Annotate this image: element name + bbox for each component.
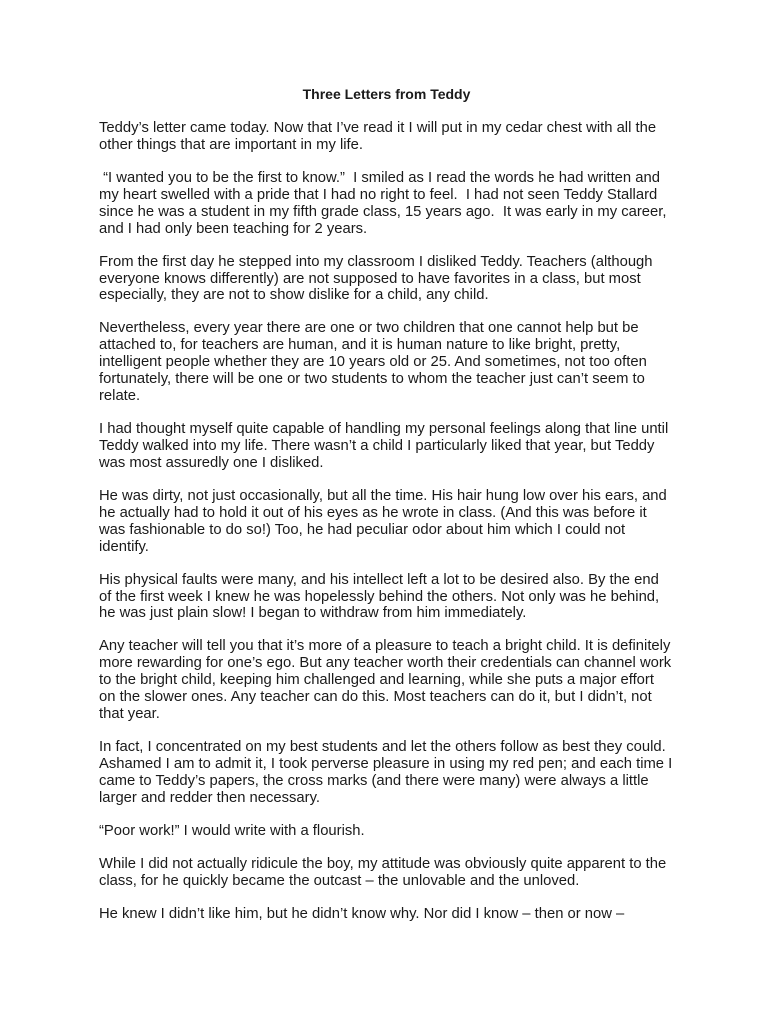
document-title: Three Letters from Teddy — [302, 86, 471, 102]
paragraph-11: While I did not actually ridicule the boy, my attitude was obviously quite apparent to the class, for he quickly became the outcast – the unlovable and the unloved. — [99, 855, 667, 889]
paragraph-3: From the first day he stepped into my classroom I disliked Teddy. Teachers (although everyone knows differently) are not supposed to have favorites in a class, but most especially, they are not to show dislike for a child, any child. — [99, 253, 653, 304]
paragraph-7: His physical faults were many, and his intellect left a lot to be desired also. By the end of the first week I knew he was hopelessly behind the others. Not only was he behind, he was just plain slow! I began to withdraw from him immediately. — [99, 571, 660, 622]
paragraph-2: “I wanted you to be the first to know.” I smiled as I read the words he had written and my heart swelled with a pride that I had no right to feel. I had not seen Teddy Stallard since he was a student in my fifth grade class, 15 years ago. It was early in my career, and I had only been teaching for 2 years. — [99, 169, 671, 237]
paragraph-5: I had thought myself quite capable of handling my personal feelings along that line until Teddy walked into my life. There wasn’t a child I particularly liked that year, but Teddy was most assuredly one I disliked. — [99, 421, 669, 471]
paragraph-6: He was dirty, not just occasionally, but all the time. His hair hung low over his ears, and he actually had to hold it out of his eyes as he wrote in class. (And this was before it was fashionable to do so!) Too, he had peculiar odor about him which I could not identify. — [99, 487, 667, 555]
paragraph-9: In fact, I concentrated on my best students and let the others follow as best they could. Ashamed I am to admit it, I took perverse pleasure in using my red pen; and each time I came to Teddy’s papers, the cross marks (and there were many) were always a little larger and redder then necessary. — [99, 739, 673, 806]
paragraph-8: Any teacher will tell you that it’s more of a pleasure to teach a bright child. It is definitely more rewarding for one’s ego. But any teacher worth their credentials can channel work to the bright child, keeping him challenged and learning, while she puts a major effort on the slower ones. Any teacher can do this. Most teachers can do it, but I didn’t, not that year. — [99, 638, 672, 723]
paragraph-1: Teddy’s letter came today. Now that I’ve read it I will put in my cedar chest with all the other things that are important in my life. — [99, 120, 657, 153]
paragraph-4: Nevertheless, every year there are one or two children that one cannot help but be attached to, for teachers are human, and it is human nature to like bright, pretty, intelligent people whether they are 10 years old or 25. And sometimes, not too often fortunately, there will be one or two students to whom the teacher just can’t seem to relate. — [99, 320, 647, 405]
paragraph-12: He knew I didn’t like him, but he didn’t know why. Nor did I know – then or now – — [99, 905, 625, 922]
document-page — [99, 86, 674, 939]
paragraph-10: “Poor work!” I would write with a flourish. — [99, 822, 365, 839]
